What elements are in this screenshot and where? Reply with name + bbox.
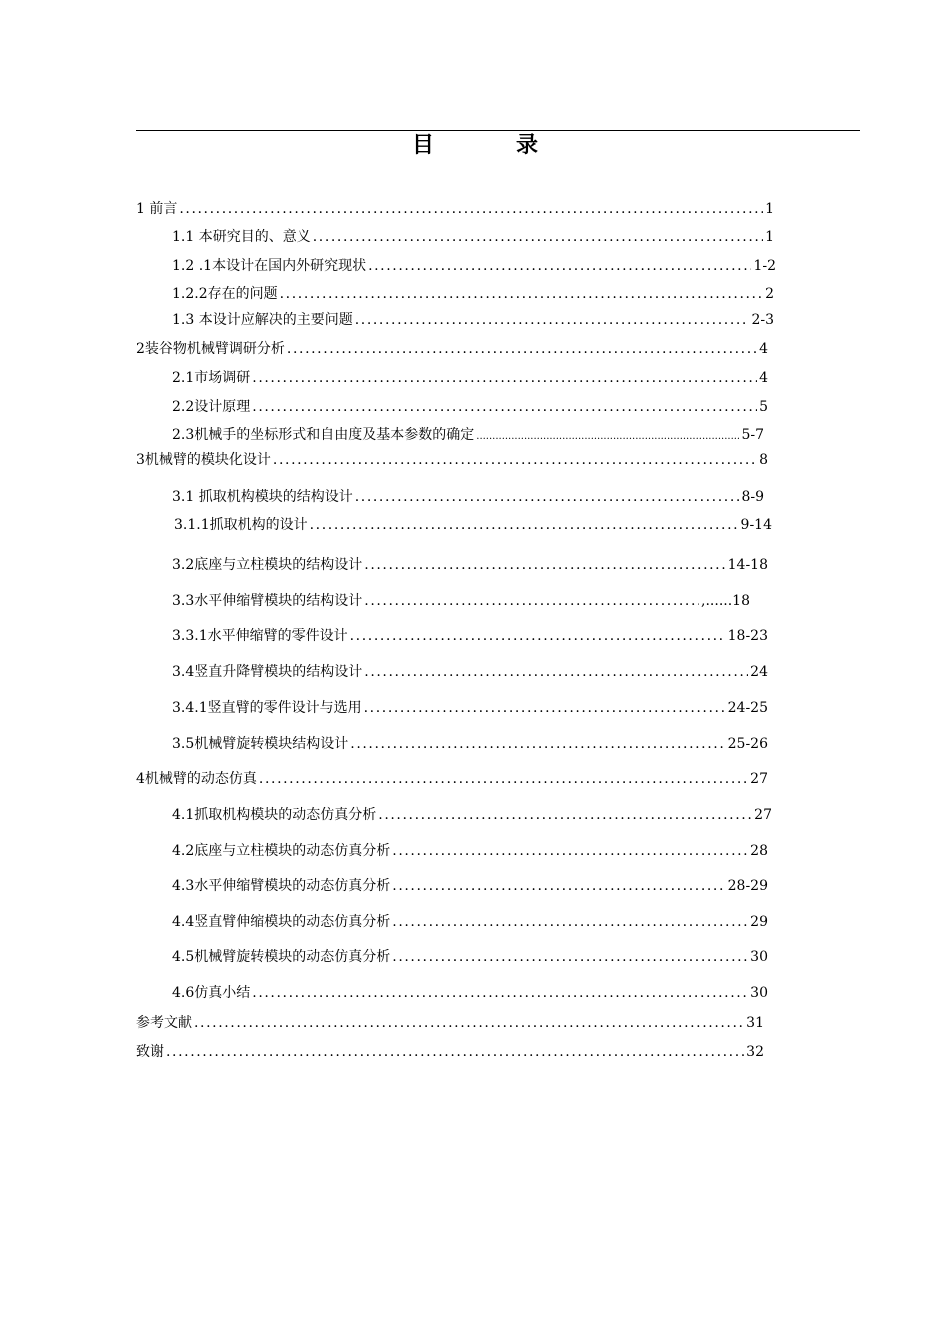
- toc-entry-page: 24-25: [727, 700, 768, 716]
- toc-entry[interactable]: [136, 1013, 764, 1033]
- toc-entry-page: 2-3: [751, 312, 774, 328]
- toc-leader: [252, 397, 757, 417]
- toc-entry-label: 3.4竖直升降臂模块的结构设计: [172, 664, 363, 680]
- toc-entry-page: 8: [759, 452, 768, 468]
- toc-leader: [252, 983, 748, 1003]
- toc-entry-page: 2: [765, 286, 774, 302]
- toc-entry-label: 3.1.1抓取机构的设计: [174, 517, 308, 533]
- toc-entry-page: 9-14: [740, 517, 772, 533]
- toc-leader: [350, 734, 725, 754]
- toc-leader: [259, 769, 748, 789]
- toc-entry[interactable]: [174, 515, 772, 535]
- toc-entry-page: 4: [759, 341, 768, 357]
- toc-entry-label: 2.2设计原理: [172, 399, 251, 415]
- toc-leader: [280, 284, 763, 304]
- toc-entry-page: 24: [750, 664, 768, 680]
- toc-entry-label: 2.1市场调研: [172, 370, 251, 386]
- toc-entry[interactable]: [136, 450, 768, 470]
- toc-entry-page: 8-9: [741, 489, 764, 505]
- toc-entry[interactable]: [172, 227, 774, 247]
- toc-entry-label: 3.1 抓取机构模块的结构设计: [172, 489, 353, 505]
- toc-entry-label: 4.2底座与立柱模块的动态仿真分析: [172, 843, 391, 859]
- toc-entry-page: 25-26: [727, 736, 768, 752]
- toc-leader: [392, 841, 748, 861]
- toc-entry[interactable]: [172, 841, 768, 861]
- toc-entry-label: 参考文献: [136, 1015, 192, 1031]
- toc-leader: [355, 487, 740, 507]
- toc-entry-page: 30: [750, 949, 768, 965]
- toc-entry-label: 3.3水平伸缩臂模块的结构设计: [172, 593, 363, 609]
- toc-entry[interactable]: [136, 339, 768, 359]
- toc-entry-label: 4.4竖直臂伸缩模块的动态仿真分析: [172, 914, 391, 930]
- toc-entry[interactable]: [172, 368, 768, 388]
- toc-entry-label: 致谢: [136, 1044, 164, 1060]
- toc-entry[interactable]: [172, 912, 768, 932]
- toc-leader: [364, 698, 726, 718]
- toc-leader: [252, 368, 757, 388]
- toc-entry-page: 27: [750, 771, 768, 787]
- toc-leader: [378, 805, 752, 825]
- toc-leader: [350, 626, 726, 646]
- toc-leader: [392, 947, 748, 967]
- toc-entry[interactable]: [172, 256, 776, 276]
- toc-entry[interactable]: [172, 626, 768, 646]
- toc-entry-page: 1-2: [753, 258, 776, 274]
- toc-entry[interactable]: [172, 591, 750, 611]
- toc-entry[interactable]: [172, 698, 768, 718]
- toc-entry-page: 1: [765, 229, 774, 245]
- toc-entry-label: 3.3.1水平伸缩臂的零件设计: [172, 628, 348, 644]
- toc-entry-label: 4.3水平伸缩臂模块的动态仿真分析: [172, 878, 391, 894]
- toc-entry-page: 32: [746, 1044, 764, 1060]
- toc-leader: [392, 912, 748, 932]
- toc-entry[interactable]: [136, 199, 774, 219]
- toc-entry-label: 1.1 本研究目的、意义: [172, 229, 311, 245]
- toc-entry-page: 4: [759, 370, 768, 386]
- toc-leader: [310, 515, 739, 535]
- toc-entry-page: 31: [746, 1015, 764, 1031]
- toc-entry-page: 27: [754, 807, 772, 823]
- toc-leader: [313, 227, 763, 247]
- toc-entry-label: 3.2底座与立柱模块的结构设计: [172, 557, 363, 573]
- toc-entry[interactable]: [172, 983, 768, 1003]
- toc-leader: [476, 427, 739, 445]
- toc-entry-page: 18-23: [727, 628, 768, 644]
- toc-entry-label: 3.4.1竖直臂的零件设计与选用: [172, 700, 362, 716]
- toc-entry[interactable]: [172, 397, 768, 417]
- toc-entry-label: 1 前言: [136, 201, 178, 217]
- toc-entry[interactable]: [172, 947, 768, 967]
- toc-entry[interactable]: [136, 769, 768, 789]
- toc-entry-page: 28-29: [727, 878, 768, 894]
- toc-leader: [287, 339, 757, 359]
- toc-entry-page: 14-18: [727, 557, 768, 573]
- toc-entry-label: 4.5机械臂旋转模块的动态仿真分析: [172, 949, 391, 965]
- page-title: 目 录: [411, 133, 568, 158]
- toc-entry-page: 28: [750, 843, 768, 859]
- toc-entry-label: 1.2 .1本设计在国内外研究现状: [172, 258, 367, 274]
- toc-entry-label: 2.3机械手的坐标形式和自由度及基本参数的确定: [172, 427, 475, 443]
- toc-entry-label: 4.6仿真小结: [172, 985, 251, 1001]
- toc-entry[interactable]: [172, 487, 764, 507]
- toc-entry[interactable]: [172, 284, 774, 304]
- toc-entry-label: 1.2.2存在的问题: [172, 286, 278, 302]
- toc-leader: [273, 450, 757, 470]
- toc-entry[interactable]: [172, 310, 774, 330]
- toc-entry-label: 4机械臂的动态仿真: [136, 771, 257, 787]
- toc-entry-label: 3.5机械臂旋转模块结构设计: [172, 736, 349, 752]
- toc-leader: [368, 256, 751, 276]
- toc-entry-page: 30: [750, 985, 768, 1001]
- toc-leader: [364, 662, 748, 682]
- toc-entry[interactable]: [172, 425, 764, 445]
- toc-leader: [194, 1013, 744, 1033]
- toc-entry-label: 1.3 本设计应解决的主要问题: [172, 312, 353, 328]
- toc-entry[interactable]: [172, 662, 768, 682]
- toc-entry-page: 1: [765, 201, 774, 217]
- toc-leader: [355, 310, 750, 330]
- toc-entry-page: 5-7: [741, 427, 764, 443]
- toc-entry-label: 3机械臂的模块化设计: [136, 452, 271, 468]
- toc-entry-page: 29: [750, 914, 768, 930]
- toc-entry[interactable]: [172, 734, 768, 754]
- toc-leader: [364, 555, 725, 575]
- toc-entry-page: 5: [759, 399, 768, 415]
- toc-leader: [392, 876, 725, 896]
- toc-entry[interactable]: [172, 876, 768, 896]
- toc-entry-label: 2装谷物机械臂调研分析: [136, 341, 285, 357]
- toc-entry-page: ,......18: [701, 593, 750, 609]
- toc-entry[interactable]: [172, 555, 768, 575]
- toc-entry-label: 4.1抓取机构模块的动态仿真分析: [172, 807, 377, 823]
- toc-entry[interactable]: [172, 805, 772, 825]
- toc-leader: [179, 199, 763, 219]
- toc-entry[interactable]: [136, 1042, 764, 1062]
- toc-leader: [166, 1042, 744, 1062]
- toc-leader: [364, 591, 699, 611]
